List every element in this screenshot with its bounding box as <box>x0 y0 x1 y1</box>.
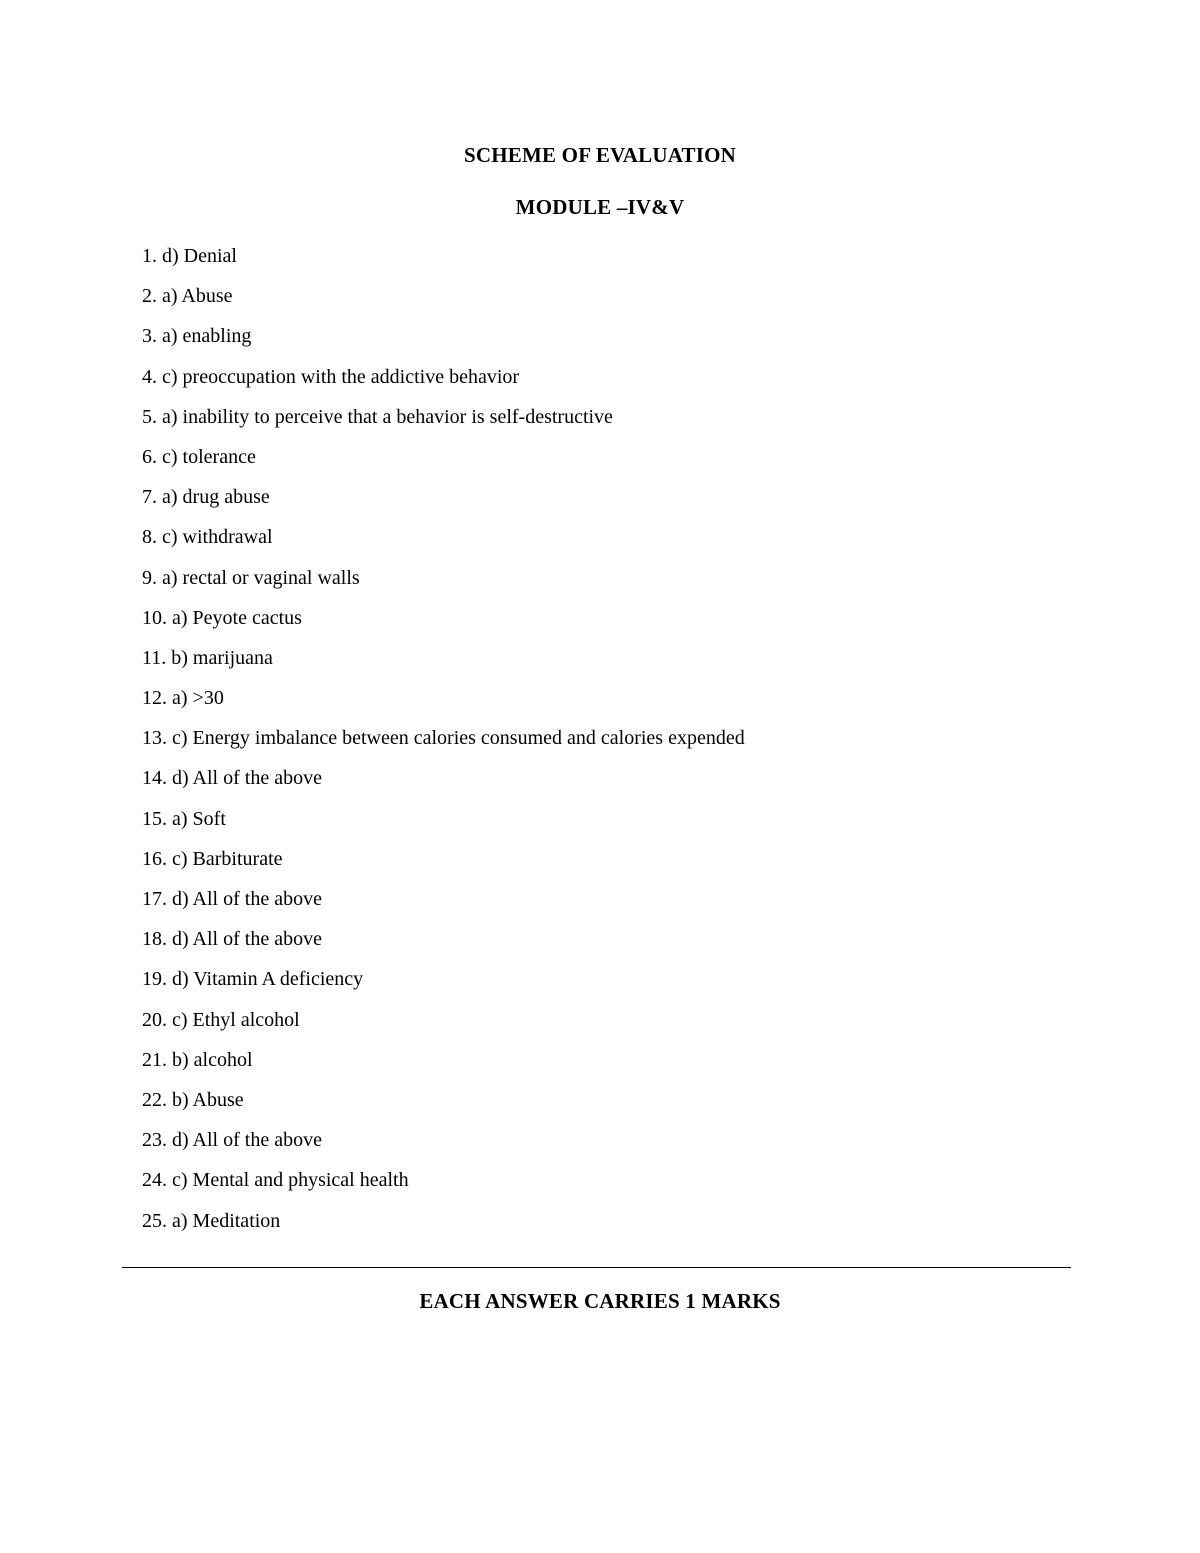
answer-item: 20. c) Ethyl alcohol <box>142 1008 300 1031</box>
answer-item: 13. c) Energy imbalance between calories consumed and calories expended <box>142 727 745 750</box>
answer-item: 22. b) Abuse <box>142 1088 244 1111</box>
answer-item: 11. b) marijuana <box>142 646 273 669</box>
page-title: SCHEME OF EVALUATION <box>464 143 736 167</box>
answer-item: 8. c) withdrawal <box>142 526 273 549</box>
horizontal-divider <box>122 1267 1071 1268</box>
answer-item: 2. a) Abuse <box>142 285 233 308</box>
module-subtitle: MODULE –IV&V <box>515 195 685 219</box>
answer-item: 6. c) tolerance <box>142 445 256 468</box>
answer-item: 7. a) drug abuse <box>142 486 270 509</box>
answer-item: 16. c) Barbiturate <box>142 847 283 870</box>
answer-item: 21. b) alcohol <box>142 1048 253 1071</box>
answer-item: 25. a) Meditation <box>142 1209 281 1232</box>
answer-item: 4. c) preoccupation with the addictive behavior <box>142 365 520 388</box>
answer-item: 1. d) Denial <box>142 245 237 267</box>
answer-item: 9. a) rectal or vaginal walls <box>142 566 360 589</box>
answer-item: 24. c) Mental and physical health <box>142 1169 409 1192</box>
answer-list <box>142 244 745 1249</box>
answer-item: 23. d) All of the above <box>142 1129 322 1152</box>
answer-item: 18. d) All of the above <box>142 928 322 951</box>
answer-item: 12. a) >30 <box>142 687 224 710</box>
marks-note: EACH ANSWER CARRIES 1 MARKS <box>419 1289 781 1313</box>
answer-item: 10. a) Peyote cactus <box>142 606 302 629</box>
answer-item: 3. a) enabling <box>142 325 252 348</box>
answer-item: 14. d) All of the above <box>142 767 322 790</box>
answer-item: 5. a) inability to perceive that a behavior is self-destructive <box>142 405 613 428</box>
answer-item: 19. d) Vitamin A deficiency <box>142 968 364 991</box>
answer-item: 17. d) All of the above <box>142 888 322 910</box>
answer-item: 15. a) Soft <box>142 807 226 830</box>
